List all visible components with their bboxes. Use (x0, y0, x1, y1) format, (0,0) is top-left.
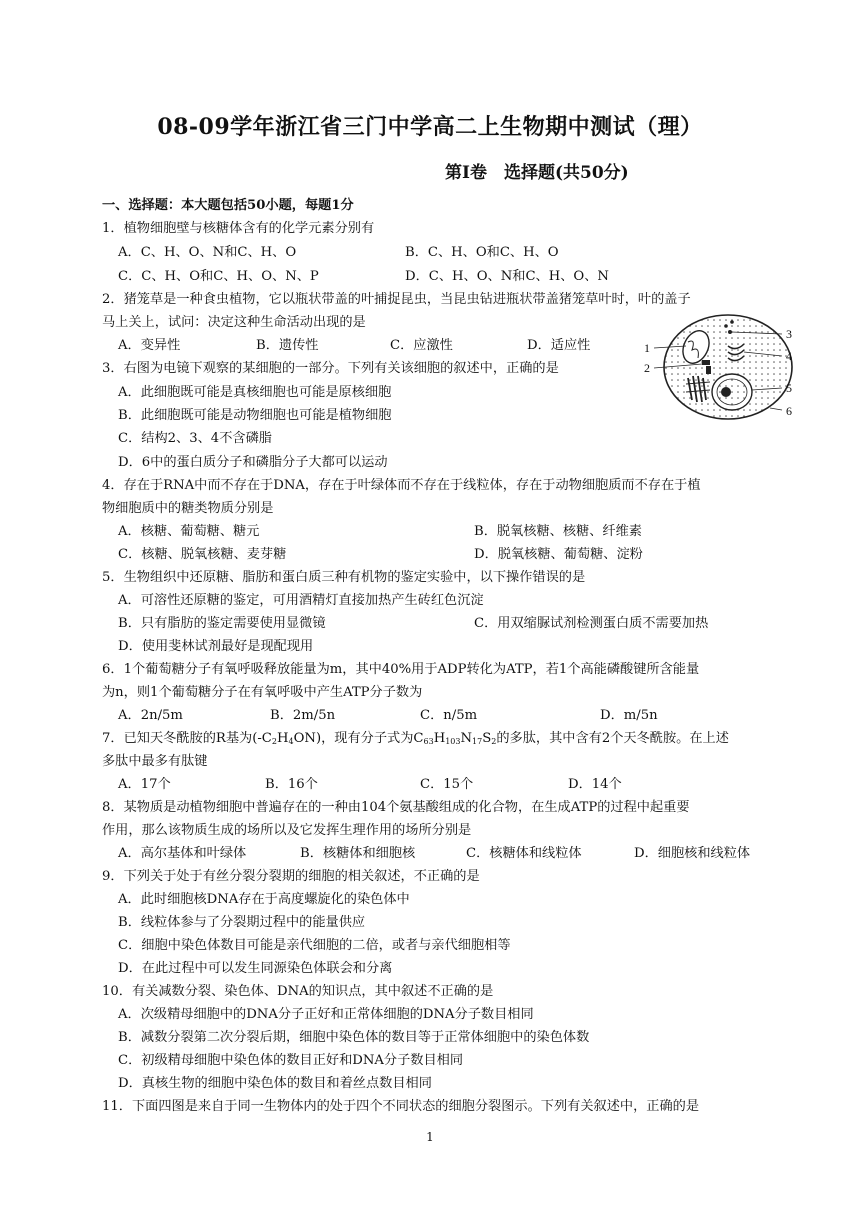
q4-option-b: B．脱氧核糖、核糖、纤维素 (474, 524, 642, 539)
diagram-label-2: 2 (644, 361, 650, 375)
q6-option-c: C．n/5m (420, 708, 478, 723)
q11-stem: 11．下面四图是来自于同一生物体内的处于四个不同状态的细胞分裂图示。下列有关叙述中，正确的是 (102, 1099, 700, 1114)
q3-option-d: D．6中的蛋白质分子和磷脂分子大都可以运动 (118, 455, 388, 470)
q1-option-c: C．C、H、O和C、H、O、N、P (118, 269, 319, 284)
q8-stem-line2: 作用，那么该物质生成的场所以及它发挥生理作用的场所分别是 (102, 823, 472, 838)
nucleus-structure (712, 374, 752, 410)
section-subtitle: 第Ⅰ卷 选择题(共50分) (445, 163, 629, 183)
q8-option-c: C．核糖体和线粒体 (466, 846, 582, 861)
q2-option-d: D．适应性 (527, 338, 591, 353)
q7-stem-line1: 7．已知天冬酰胺的R基为$(-C_2H_4ON)$，现有分子式为$C_{63}H_{103}N_{17}S_2$的多肽，其中含有2个天冬酰胺。在上述 (102, 731, 729, 746)
q7-option-a: A．17个 (118, 777, 171, 792)
diagram-label-5: 5 (786, 381, 792, 395)
q4-option-a: A．核糖、葡萄糖、糖元 (118, 524, 260, 539)
q6-stem-line2: 为n，则1个葡萄糖分子在有氧呼吸中产生ATP分子数为 (102, 685, 423, 700)
page-title: 08-09学年浙江省三门中学高二上生物期中测试（理） (157, 114, 703, 140)
q9-option-a: A．此时细胞核DNA存在于高度螺旋化的染色体中 (118, 892, 410, 907)
section-heading: 一、选择题：本大题包括50小题，每题1分 (102, 198, 354, 213)
q3-option-b: B．此细胞既可能是动物细胞也可能是植物细胞 (118, 408, 392, 423)
q4-stem-line2: 物细胞质中的糖类物质分别是 (102, 501, 274, 516)
q7-option-c: C．15个 (420, 777, 474, 792)
q9-option-c: C．细胞中染色体数目可能是亲代细胞的二倍，或者与亲代细胞相等 (118, 938, 511, 953)
q7-stem-line2: 多肽中最多有肽键 (102, 754, 208, 769)
diagram-label-3: 3 (786, 327, 792, 341)
q7-option-b: B．16个 (265, 777, 318, 792)
diagram-label-6: 6 (786, 404, 792, 418)
q8-option-b: B．核糖体和细胞核 (300, 846, 416, 861)
q5-option-d: D．使用斐林试剂最好是现配现用 (118, 639, 314, 654)
q9-stem: 9．下列关于处于有丝分裂分裂期的细胞的相关叙述，不正确的是 (102, 869, 480, 884)
diagram-label-4: 4 (786, 349, 792, 363)
q10-option-b: B．减数分裂第二次分裂后期，细胞中染色体的数目等于正常体细胞中的染色体数 (118, 1030, 590, 1045)
q2-stem-line2: 马上关上，试问：决定这种生命活动出现的是 (102, 315, 366, 330)
q3-option-a: A．此细胞既可能是真核细胞也可能是原核细胞 (118, 385, 392, 400)
q5-option-b: B．只有脂肪的鉴定需要使用显微镜 (118, 616, 326, 631)
q2-option-c: C．应激性 (390, 338, 453, 353)
cell-diagram (640, 312, 800, 422)
q6-stem-line1: 6．1个葡萄糖分子有氧呼吸释放能量为m，其中40%用于ADP转化为ATP，若1个高能磷酸键所含能量 (102, 662, 700, 677)
q2-option-b: B．遗传性 (256, 338, 319, 353)
q4-stem-line1: 4．存在于RNA中而不存在于DNA，存在于叶绿体而不存在于线粒体，存在于动物细胞质而不存在于植 (102, 478, 701, 493)
q6-option-a: A．2n/5m (118, 708, 183, 723)
q9-option-b: B．线粒体参与了分裂期过程中的能量供应 (118, 915, 366, 930)
q8-option-a: A．高尔基体和叶绿体 (118, 846, 247, 861)
diagram-label-1: 1 (644, 341, 650, 355)
q5-option-a: A．可溶性还原糖的鉴定，可用酒精灯直接加热产生砖红色沉淀 (118, 593, 484, 608)
q10-option-d: D．真核生物的细胞中染色体的数目和着丝点数目相同 (118, 1076, 432, 1091)
q4-option-c: C．核糖、脱氧核糖、麦芽糖 (118, 547, 287, 562)
q7-option-d: D．14个 (568, 777, 622, 792)
q1-stem: 1．植物细胞壁与核糖体含有的化学元素分别有 (102, 221, 375, 236)
q1-option-b: B．C、H、O和C、H、O (405, 245, 559, 260)
q10-stem: 10．有关减数分裂、染色体、DNA的知识点，其中叙述不正确的是 (102, 984, 494, 999)
q4-option-d: D．脱氧核糖、葡萄糖、淀粉 (474, 547, 643, 562)
page-number: 1 (426, 1130, 434, 1144)
q2-option-a: A．变异性 (118, 338, 181, 353)
q3-option-c: C．结构2、3、4不含磷脂 (118, 431, 272, 446)
q1-option-d: D．C、H、O、N和C、H、O、N (405, 269, 609, 284)
q10-option-c: C．初级精母细胞中染色体的数目正好和DNA分子数目相同 (118, 1053, 464, 1068)
q5-option-c: C．用双缩脲试剂检测蛋白质不需要加热 (474, 616, 709, 631)
q9-option-d: D．在此过程中可以发生同源染色体联会和分离 (118, 961, 393, 976)
q8-stem-line1: 8．某物质是动植物细胞中普遍存在的一种由104个氨基酸组成的化合物，在生成ATP的过程中起重要 (102, 800, 690, 815)
q10-option-a: A．次级精母细胞中的DNA分子正好和正常体细胞的DNA分子数目相同 (118, 1007, 534, 1022)
q5-stem: 5．生物组织中还原糖、脂肪和蛋白质三种有机物的鉴定实验中，以下操作错误的是 (102, 570, 586, 585)
q6-option-d: D．m/5n (600, 708, 658, 723)
q2-stem-line1: 2．猪笼草是一种食虫植物，它以瓶状带盖的叶捕捉昆虫，当昆虫钻进瓶状带盖猪笼草叶时，叶的盖子 (102, 292, 691, 307)
q1-option-a: A．C、H、O、N和C、H、O (118, 245, 297, 260)
q8-option-d: D．细胞核和线粒体 (634, 846, 751, 861)
q3-stem: 3．右图为电镜下观察的某细胞的一部分。下列有关该细胞的叙述中，正确的是 (102, 361, 559, 376)
q6-option-b: B．2m/5n (270, 708, 336, 723)
